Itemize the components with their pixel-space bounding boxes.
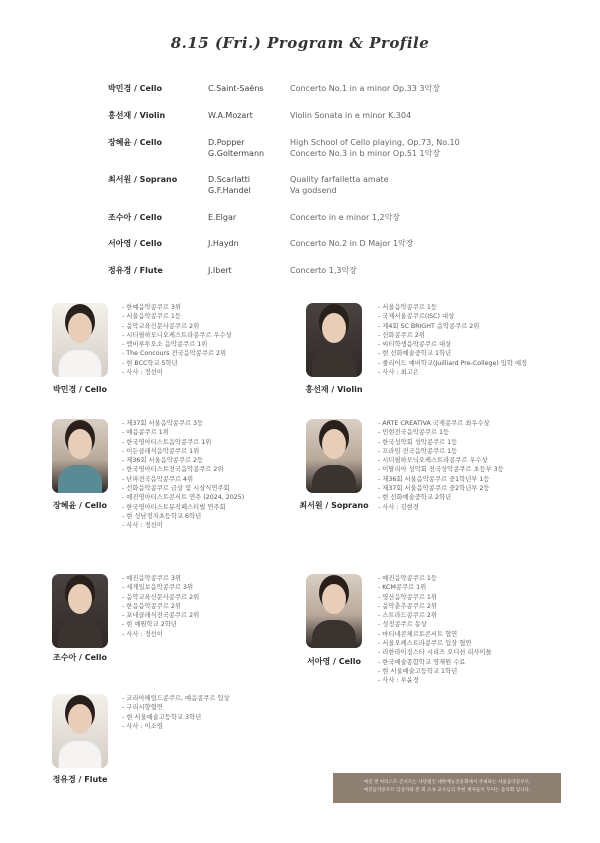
bio-item: - 포네클래식전국콩쿠르 2위 — [122, 612, 200, 620]
bio-item: - KCM콩쿠르 1위 — [378, 584, 427, 592]
portrait-photo — [306, 303, 362, 377]
work-title: High School of Cello playing, Op.73, No.10 — [290, 138, 460, 147]
composer-name: J.Haydn — [208, 239, 239, 248]
program-performer: 홍선재 / Violin — [108, 111, 166, 120]
bio-item: - 구리시향협연 — [122, 704, 163, 712]
portrait-photo — [52, 303, 108, 377]
notice-box — [333, 773, 561, 803]
bio-item: - 현 서울예술고등학교 1학년 — [378, 667, 458, 675]
portrait-photo — [52, 574, 108, 648]
bio-item: - 예진음악콩쿠르 1등 — [378, 575, 437, 582]
bio-item: - 음악춘추콩쿠르 2위 — [378, 602, 437, 610]
bio-item: - 선화콩쿠르 2위 — [378, 331, 425, 339]
program-work — [290, 212, 400, 223]
performer-name: 최서원 / Soprano — [299, 501, 369, 510]
portrait-photo — [306, 574, 362, 648]
bio-item: - 한국영아티스트음악콩쿠르 1위 — [122, 438, 212, 446]
composer-name: D.Popper — [208, 138, 245, 147]
bio-item: - ARTE CREATIVA 국제콩쿠르 최우수상 — [378, 420, 490, 427]
bio-item: - 현 선화예술중학교 1학년 — [378, 350, 452, 358]
bio-list — [122, 303, 232, 377]
bio-item: - 사사 : 김현경 — [378, 503, 419, 511]
bio-item: - 서울오케스트라콩쿠르 입상 협연 — [378, 640, 472, 648]
bio-item: - 엠비루투오소 음악콩쿠르 1위 — [122, 341, 208, 349]
bio-item: - 시티필하모니오케스트라콩쿠르 우수상 — [122, 331, 232, 339]
program-work — [290, 238, 414, 249]
composer-name: W.A.Mozart — [208, 111, 253, 120]
bio-item: - 현 예원학교 2학년 — [122, 621, 177, 629]
program-performer: 장혜윤 / Cello — [108, 138, 162, 147]
bio-item: - 한국영아티스트전국음악콩쿠르 2위 — [122, 466, 224, 474]
bio-item: - 예진음악콩쿠르 3위 — [122, 575, 181, 582]
composer-name: G.F.Handel — [208, 186, 251, 195]
bio-list — [378, 574, 492, 686]
bio-item: - 영산음악콩쿠르 1위 — [378, 593, 437, 601]
bio-item: - 현 서울예술고등학교 3학년 — [122, 713, 202, 721]
bio-item: - 서울음악콩쿠르 1등 — [122, 313, 181, 321]
bio-item: - 선화음악콩쿠르 금상 및 시상식연주회 — [122, 485, 230, 493]
bio-item: - 씨티학생음악콩쿠르 대상 — [378, 341, 452, 349]
program-performer: 정유경 / Flute — [108, 266, 163, 275]
bio-item: - 시티필하모닉오케스트라콩쿠르 우수상 — [378, 457, 488, 465]
performer-name: 서아영 / Cello — [307, 657, 361, 666]
bio-item: - 세계일보음악콩쿠르 3위 — [122, 584, 194, 592]
bio-item: - 제4회 SC BRIGHT 음악콩쿠르 2위 — [378, 322, 480, 330]
program-composer — [208, 174, 251, 196]
bio-item: - 현 BCC학교 5학년 — [122, 359, 178, 367]
performer-name: 박민경 / Cello — [53, 385, 107, 394]
bio-item: - The Concours 전국음악콩쿠르 2위 — [122, 350, 227, 358]
program-work — [290, 110, 411, 121]
bio-item: - 민현전국음악콩쿠르 1등 — [378, 429, 450, 437]
program-work — [290, 137, 460, 159]
bio-item: - 성정콩쿠르 동상 — [378, 621, 427, 629]
bio-item: - 사사 : 정선이 — [122, 369, 163, 377]
program-composer — [208, 83, 264, 94]
bio-item: - 음악교육신문사콩쿠르 2위 — [122, 322, 200, 330]
bio-item: - 현 선화예술중학교 2학년 — [378, 494, 452, 502]
performer-name: 장혜윤 / Cello — [53, 501, 107, 510]
program-performer: 조수아 / Cello — [108, 213, 162, 222]
program-composer — [208, 265, 232, 276]
page-title: 8.15 (Fri.) Program & Profile — [170, 34, 430, 52]
program-composer — [208, 137, 264, 159]
bio-item: - 프라임 전국음악콩쿠르 1등 — [378, 447, 458, 455]
work-title: Concerto No.3 in b minor Op.51 1악장 — [290, 149, 441, 158]
bio-item: - 서울음악콩쿠르 1등 — [378, 304, 437, 311]
bio-item: - 제36회 서울음악콩쿠르 2등 — [122, 457, 204, 465]
work-title: Concerto No.2 in D Major 1악장 — [290, 239, 414, 248]
work-title: Concerto 1,3악장 — [290, 266, 357, 275]
bio-item: - 리한라이징스타 시리즈 오디션 리사이틀 — [378, 649, 492, 657]
notice-line: 예진음악콩쿠르 입상자와 본 회 소속 교수님의 추천 제자들이 꾸미는 음악회 입니다. — [363, 788, 531, 793]
bio-item: - 사사 : 부윤정 — [378, 677, 419, 685]
portrait-photo — [306, 419, 362, 493]
bio-item: - 사사 : 정선이 — [122, 522, 163, 530]
bio-item: - 사사 : 이소영 — [122, 722, 163, 730]
bio-item: - 한국예술종합학교 영재원 수료 — [378, 658, 466, 666]
program-composer — [208, 110, 253, 121]
program-composer — [208, 238, 239, 249]
bio-item: - 음악교육신문사콩쿠르 2위 — [122, 593, 200, 601]
composer-name: E.Elgar — [208, 213, 237, 222]
program-performer: 박민경 / Cello — [108, 84, 162, 93]
bio-item: - 코리아헤럴드콩쿠르, 예음콩쿠르 입상 — [122, 695, 230, 702]
bio-item: - 이탈리아 성악회 전국성악콩쿠르 초등부 3등 — [378, 466, 504, 474]
bio-item: - 제37회 서울음악콩쿠르 중2학년부 2등 — [378, 485, 490, 493]
program-work — [290, 265, 357, 276]
bio-item: - 한국영아티스트뮤직페스티벌 연주회 — [122, 503, 226, 511]
bio-item: - 국제서울콩쿠르(ISC) 대상 — [378, 313, 455, 321]
bio-list — [378, 419, 504, 512]
performer-name: 정유경 / Flute — [52, 775, 108, 784]
bio-item: - 스트라드콩쿠르 2위 — [378, 612, 437, 620]
program-performer: 최서원 / Soprano — [108, 175, 178, 184]
bio-item: - 마티네콘체르토콘서트 협연 — [378, 630, 458, 638]
work-title: Concerto in e minor 1,2악장 — [290, 213, 401, 222]
bio-list — [122, 419, 244, 531]
bio-item: - 한예음악콩쿠르 3위 — [122, 304, 181, 311]
composer-name: C.Saint-Saëns — [208, 84, 264, 93]
performer-name: 홍선재 / Violin — [305, 385, 363, 394]
work-title: Violin Sonata in e minor K.304 — [290, 111, 412, 120]
performer-name: 조수아 / Cello — [53, 653, 107, 662]
portrait-photo — [52, 419, 108, 493]
bio-item: - 예음콩쿠르 1위 — [122, 429, 169, 437]
bio-list — [122, 694, 230, 731]
program-performer: 서아영 / Cello — [108, 239, 162, 248]
bio-item: - 제37회 서울음악콩쿠르 3등 — [122, 420, 204, 427]
work-title: Quality farfalletta amate — [290, 175, 389, 184]
bio-item: - 예진영아티스트콘서트 연주 (2024, 2025) — [122, 494, 245, 502]
program-composer — [208, 212, 236, 223]
work-title: Concerto No.1 in a minor Op.33 3악장 — [290, 84, 440, 93]
bio-item: - 난파전국음악콩쿠르 4위 — [122, 475, 194, 483]
portrait-photo — [52, 694, 108, 768]
bio-item: - 사사 : 최고은 — [378, 369, 419, 377]
bio-item: - 이든클래식음악콩쿠르 1위 — [122, 447, 200, 455]
composer-name: J.Ibert — [208, 266, 232, 275]
bio-list — [378, 303, 527, 377]
bio-item: - 줄리어드 예비학교(Juilliard Pre-College) 입학 예정 — [378, 359, 528, 367]
program-work — [290, 174, 389, 196]
bio-item: - 한국성악회 성악콩쿠르 1등 — [378, 438, 458, 446]
notice-line: 예진 영 아티스트 콘서트는 사단법인 대한예능진흥회에서 주최하는 서울음악콩쿠르, — [363, 780, 531, 785]
bio-item: - 현 성남정자초등학교 6학년 — [122, 512, 202, 520]
bio-item: - 사사 : 정선이 — [122, 630, 163, 638]
composer-name: G.Goltermann — [208, 149, 265, 158]
composer-name: D.Scarlatti — [208, 175, 250, 184]
bio-item: - 제36회 서울음악콩쿠르 중1학년부 1등 — [378, 475, 490, 483]
program-work — [290, 83, 440, 94]
bio-list — [122, 574, 199, 639]
work-title: Va godsend — [290, 186, 337, 195]
bio-item: - 한음음악콩쿠르 2위 — [122, 602, 181, 610]
